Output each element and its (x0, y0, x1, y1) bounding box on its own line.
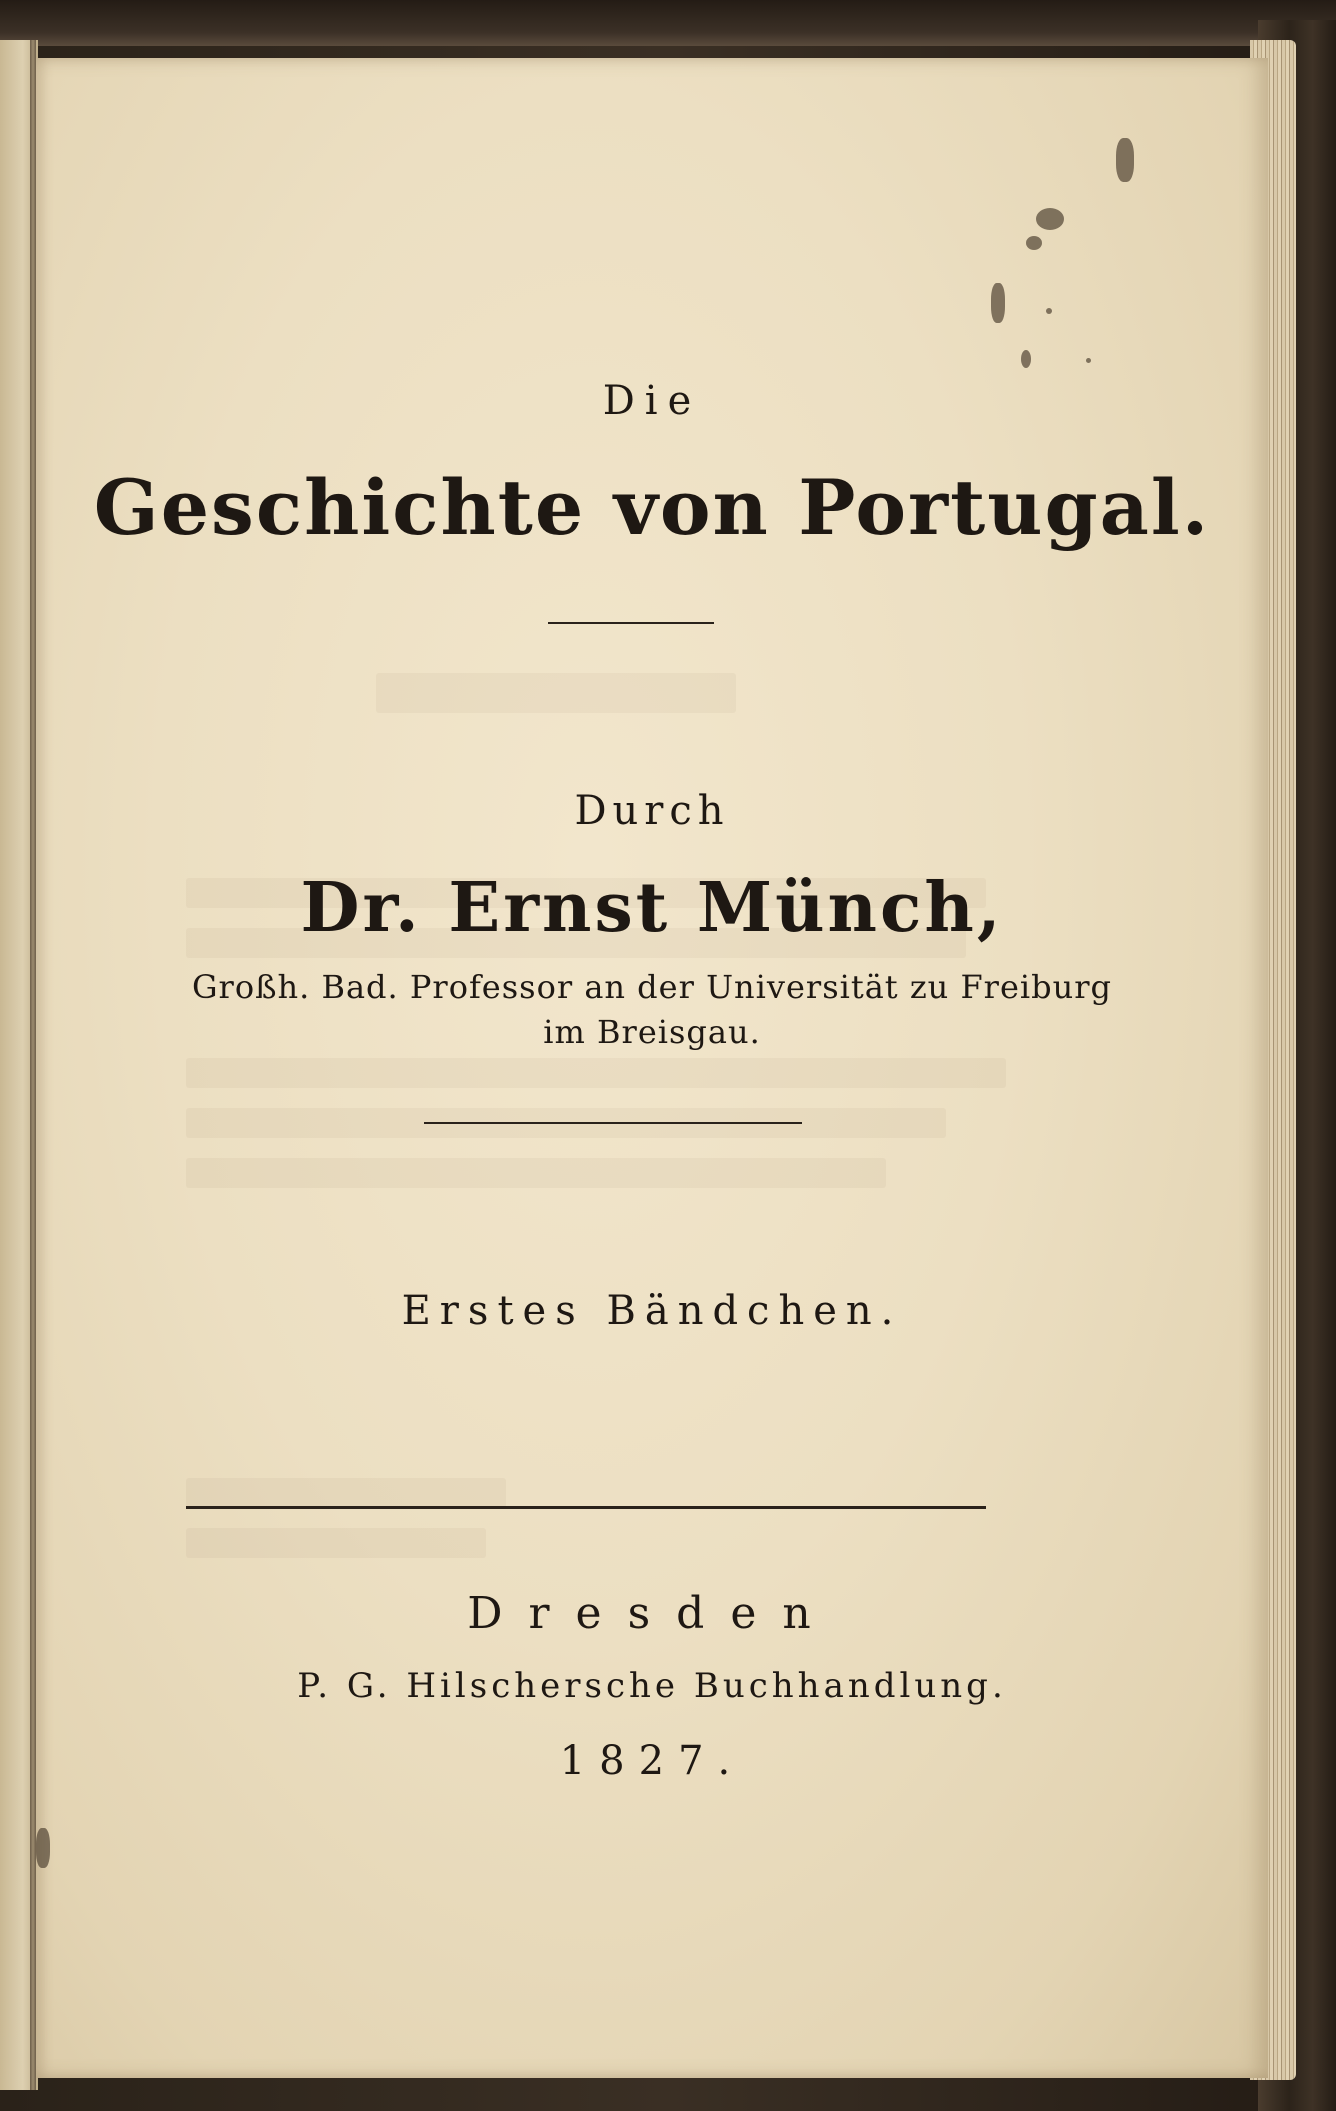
book-title: Geschichte von Portugal. (93, 463, 1211, 552)
publication-year: 1827. (559, 1738, 745, 1784)
show-through (186, 1528, 486, 1558)
foxing-spot (36, 1828, 50, 1868)
title-page (36, 58, 1268, 2078)
divider-short (548, 622, 714, 624)
foxing-spot (1036, 208, 1064, 230)
foxing-spot (991, 283, 1005, 323)
show-through (186, 1058, 1006, 1088)
publisher: P. G. Hilschersche Buchhandlung. (297, 1666, 1007, 1706)
backing-board (0, 0, 1336, 46)
author-affiliation-cont: im Breisgau. (543, 1013, 761, 1051)
show-through (186, 1158, 886, 1188)
show-through (376, 673, 736, 713)
foxing-spot (1116, 138, 1134, 182)
author-affiliation: Großh. Bad. Professor an der Universität zu Freiburg (191, 968, 1112, 1006)
foxing-spot (1021, 350, 1031, 368)
divider-medium (424, 1122, 802, 1124)
publication-city: Dresden (467, 1588, 837, 1639)
by-line: Durch (574, 788, 730, 834)
divider-long (186, 1506, 986, 1509)
show-through (186, 1478, 506, 1508)
title-article: Die (602, 378, 702, 424)
foxing-spot (1086, 358, 1091, 363)
foxing-spot (1026, 236, 1042, 250)
foxing-spot (1046, 308, 1052, 314)
volume-label: Erstes Bändchen. (401, 1288, 903, 1334)
author-name: Dr. Ernst Münch, (300, 868, 1004, 948)
